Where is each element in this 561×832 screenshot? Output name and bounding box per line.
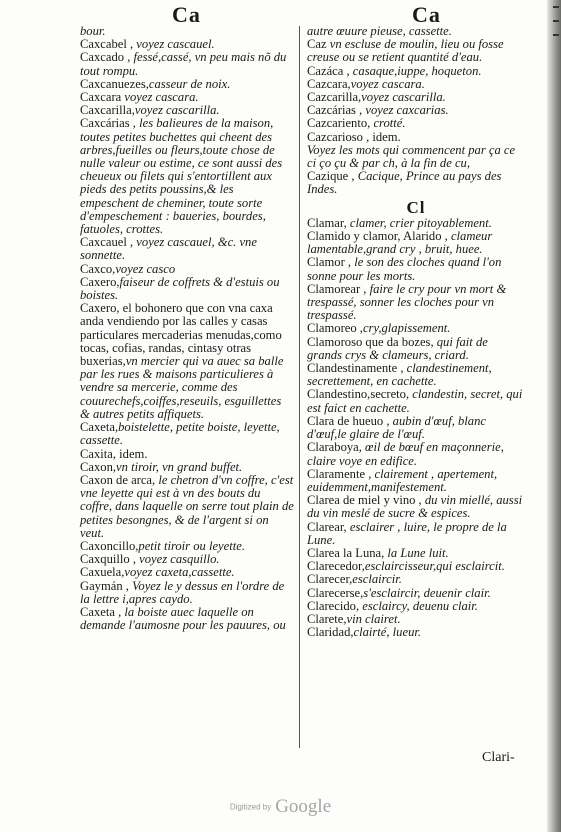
- header-right: Ca: [412, 2, 441, 27]
- entry-definition: voyez casquillo.: [135, 552, 220, 567]
- dictionary-entry: [307, 144, 525, 170]
- entry-headword: Claramente ,: [307, 466, 372, 481]
- entry-definition: autre œuure pieuse, cassette.: [307, 24, 452, 38]
- dictionary-entry: [307, 362, 525, 388]
- entry-headword: Clarea de miel y vino ,: [307, 493, 422, 508]
- entry-headword: Caz: [307, 37, 327, 52]
- entry-definition: voyez cascarilla.: [134, 103, 220, 118]
- dictionary-entry: [80, 474, 294, 540]
- entry-definition: les balieures de la maison, toutes petites buchettes qui cheent des arbres,fueilles ou fleurs,toute chose de nulle valeur ou estime, ce sont aussi des cheueux ou filets qui s'entortillent aux pieds des petits poussins,& les empeschent de cheminer, toute sorte d'empeschement : baueries, bourdes, fatuoles, crottes.: [80, 116, 283, 237]
- entry-definition: voyez caxeta,cassette.: [124, 565, 235, 580]
- entry-definition: voyez caxcarias.: [362, 103, 449, 118]
- entry-definition: esclaircisseur,qui esclaircit.: [364, 559, 505, 574]
- entry-headword: Clamorear ,: [307, 281, 367, 296]
- dictionary-entry: [307, 336, 525, 362]
- entry-definition: bour.: [80, 24, 106, 38]
- right-column-bottom: [307, 217, 525, 640]
- entry-headword: Clandestino,secreto,: [307, 387, 410, 402]
- entry-headword: Clarecer,: [307, 572, 353, 587]
- entry-headword: Gaymán ,: [80, 578, 129, 593]
- entry-headword: Caxcado ,: [80, 50, 131, 65]
- entry-definition: esclairer , luire, le propre de la Lune.: [307, 519, 507, 547]
- entry-definition: s'esclaircir, deuenir clair.: [363, 585, 491, 600]
- entry-headword: Claraboya,: [307, 440, 362, 455]
- entry-headword: Caxco,: [80, 261, 116, 276]
- entry-definition: vn tiroir, vn grand buffet.: [116, 459, 243, 474]
- entry-headword: Clarea la Luna,: [307, 545, 385, 560]
- right-column: [307, 25, 525, 639]
- entry-headword: Cazcárias ,: [307, 103, 363, 118]
- entry-headword: Caxcarilla,: [80, 103, 135, 118]
- entry-definition: le son des cloches quand l'on sonne pour les morts.: [307, 255, 502, 283]
- entry-definition: esclaircy, deuenu clair.: [359, 598, 478, 613]
- entry-definition: petit tiroir ou leyette.: [138, 538, 245, 553]
- entry-definition: clandestin, secret, qui est faict en cachette.: [307, 387, 523, 415]
- entry-headword: Clarecedor,: [307, 559, 365, 574]
- dictionary-entry: [307, 415, 525, 441]
- entry-headword: Clarete,: [307, 611, 347, 626]
- dictionary-entry: [307, 170, 525, 196]
- entry-headword: Clamor ,: [307, 255, 352, 270]
- dictionary-entry: [80, 421, 294, 447]
- entry-definition: aubin d'œuf, blanc d'œuf,le glaire de l'œuf.: [307, 413, 486, 442]
- entry-headword: Caxcabel ,: [80, 37, 134, 52]
- entry-headword: Cazcarioso , idem.: [307, 129, 401, 144]
- entry-headword: Caxeta ,: [80, 604, 122, 619]
- column-divider: [299, 26, 300, 748]
- entry-headword: Caxcauel ,: [80, 235, 134, 250]
- entry-definition: Cacique, Prince au pays des Indes.: [307, 169, 502, 197]
- dictionary-entry: [80, 276, 294, 302]
- section-heading: Cl: [406, 197, 426, 217]
- entry-definition: crotté.: [370, 116, 406, 131]
- left-column: [80, 25, 294, 632]
- entry-definition: clairement , apertement, euidemment,manifestement.: [307, 466, 498, 494]
- entry-headword: Cazcarilla,: [307, 90, 362, 105]
- dictionary-entry: [80, 580, 294, 606]
- google-logo: Google: [275, 796, 332, 817]
- entry-headword: Cazique ,: [307, 169, 355, 184]
- entry-headword: Caxoncillo,: [80, 538, 139, 553]
- entry-definition: clairté, lueur.: [353, 625, 422, 640]
- entry-definition: voyez cascara.: [350, 76, 425, 91]
- dictionary-entry: [307, 283, 525, 323]
- dictionary-entry: [80, 236, 294, 262]
- entry-definition: casaque,iuppe, hoqueton.: [349, 63, 482, 78]
- entry-definition: clamer, crier pitoyablement.: [346, 215, 492, 230]
- entry-definition: œil de bœuf en maçonnerie, claire voye en edifice.: [307, 440, 504, 468]
- entry-headword: Clarear,: [307, 519, 347, 534]
- entry-headword: Caxuela,: [80, 565, 125, 580]
- entry-definition: faire le cry pour vn mort & trespassé, sonner les cloches pour vn trespassé.: [307, 281, 507, 323]
- entry-headword: Cazcariento,: [307, 116, 371, 131]
- entry-definition: voyez cascauel, &c. vne sonnette.: [80, 235, 257, 263]
- entry-headword: Caxon de arca,: [80, 472, 156, 487]
- dictionary-entry: [307, 468, 525, 494]
- entry-definition: Voyez le y dessus en l'ordre de la lettre i,apres caydo.: [80, 578, 285, 606]
- entry-definition: clandestinement, secrettement, en cachette.: [307, 361, 492, 389]
- running-header: [84, 2, 534, 26]
- entry-definition: clameur lamentable,grand cry , bruit, huee.: [307, 229, 493, 257]
- entry-headword: Caxcanuezes,: [80, 76, 149, 91]
- entry-headword: Clarecerse,: [307, 585, 364, 600]
- dictionary-entry: [307, 230, 525, 256]
- entry-definition: qui fait de grands crys & clameurs, criard.: [307, 334, 488, 362]
- entry-definition: du vin miellé, aussi du vin meslé de sucre & espices.: [307, 493, 523, 521]
- entry-headword: Clandestinamente ,: [307, 361, 404, 376]
- dictionary-entry: [80, 117, 294, 236]
- dictionary-entry: [80, 302, 294, 421]
- entry-headword: Caxquillo ,: [80, 552, 136, 567]
- entry-definition: boistelette, petite boiste, leyette, cassette.: [80, 420, 280, 448]
- entry-headword: Caxero,: [80, 274, 120, 289]
- dictionary-entry: [307, 626, 525, 639]
- entry-definition: fessé,cassé, vn peu mais nõ du tout rompu.: [80, 50, 287, 78]
- catchword: Clari-: [482, 750, 515, 765]
- entry-definition: vn escluse de moulin, lieu ou fosse creuse ou se retient quantité d'eau.: [307, 37, 504, 65]
- entry-definition: la boiste auec laquelle on demande l'aumosne pour les pauures, ou: [80, 604, 286, 633]
- dictionary-entry: [80, 51, 294, 77]
- entry-headword: Caxeta,: [80, 420, 119, 435]
- entry-headword: Caxita, idem.: [80, 446, 148, 461]
- entry-headword: Cazáca ,: [307, 63, 350, 78]
- digitized-label: Digitized by: [229, 802, 272, 812]
- entry-headword: Caxcara: [80, 90, 122, 105]
- dictionary-entry: [307, 441, 525, 467]
- entry-definition: voyez cascauel.: [133, 37, 215, 52]
- entry-definition: voyez cascarilla.: [361, 90, 446, 105]
- entry-headword: Clamoroso que da bozes,: [307, 334, 434, 349]
- entry-definition: vin clairet.: [346, 611, 401, 626]
- entry-headword: Cazcara,: [307, 76, 351, 91]
- dictionary-entry: [307, 494, 525, 520]
- dictionary-entry: [307, 521, 525, 547]
- dictionary-entry: [307, 256, 525, 282]
- entry-definition: cry,glapissement.: [362, 321, 451, 336]
- entry-headword: Claridad,: [307, 625, 354, 640]
- entry-headword: Clamoreo ,: [307, 321, 363, 336]
- entry-definition: esclaircir.: [352, 572, 402, 587]
- dictionary-entry: [80, 606, 294, 632]
- entry-headword: Clamar,: [307, 215, 347, 230]
- entry-definition: le chetron d'vn coffre, c'est vne leyette qui est à vn des bouts du coffre, dans laquelle on serre tout plain de petites besongnes, & de l'argent si on veut.: [80, 472, 294, 540]
- entry-headword: Clara de hueuo ,: [307, 413, 390, 428]
- entry-definition: Voyez les mots qui commencent par ça ce ci ço çu & par ch, à la fin de cu,: [307, 142, 516, 171]
- entry-definition: la Lune luit.: [384, 545, 449, 560]
- dictionary-entry: [307, 388, 525, 414]
- entry-headword: Caxcárias ,: [80, 116, 136, 131]
- page-edge: [547, 0, 561, 832]
- dictionary-entry: [307, 38, 525, 64]
- right-column-top: [307, 25, 525, 197]
- entry-definition: casseur de noix.: [148, 76, 231, 91]
- entry-headword: Caxero, el bohonero que con vna caxa anda vendiendo por las calles y casas particulares mercaderias menudas,como tocas, cofias, randas, cintasy otras buxerias,: [80, 301, 282, 369]
- entry-definition: voyez cascara.: [121, 90, 199, 105]
- entry-definition: voyez casco: [115, 261, 176, 276]
- entry-headword: Caxon,: [80, 459, 117, 474]
- entry-definition: faiseur de coffrets & d'estuis ou boistes.: [80, 274, 280, 303]
- entry-headword: Clarecido,: [307, 598, 360, 613]
- entry-headword: Clamido y clamor, Alarido ,: [307, 229, 448, 244]
- footer: [0, 796, 561, 818]
- entry-definition: vn mercier qui va auec sa balle par les rues & maisons particulieres à vendre sa mercerie, comme des couurechefs,coiffes,reseuils, esguillettes & autres petits affiquets.: [80, 354, 284, 421]
- header-left: Ca: [172, 2, 201, 27]
